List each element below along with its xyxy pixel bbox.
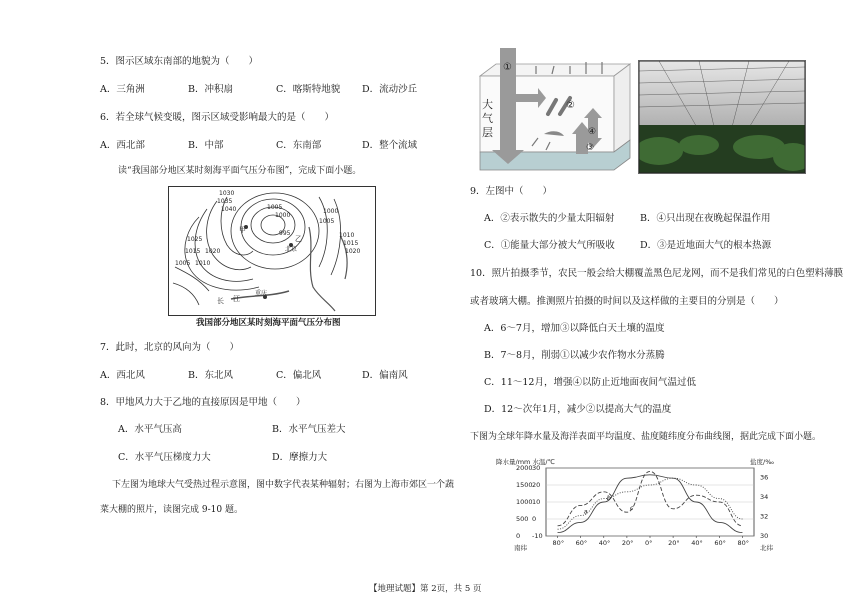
map-label-1010b: 1010 (339, 232, 355, 239)
intro-pressure-map: 读“我国部分地区某时刻海平面气压分布图”，完成下面小题。 (118, 166, 362, 176)
q8-option-c[interactable]: C．水平气压梯度力大 (118, 452, 211, 463)
map-label-1020: 1020 (205, 248, 221, 255)
map-label-1030: 1030 (219, 190, 235, 197)
intro-heating-line1: 下左图为地球大气受热过程示意图，图中数字代表某种辐射；右图为上海市郊区一个蔬 (112, 480, 455, 490)
chart-y1-inner-tick: 0 (532, 515, 537, 523)
pressure-map-caption: 我国部分地区某时刻海平面气压分布图 (196, 318, 341, 328)
chart-series-b (558, 475, 743, 533)
map-label-1035: 1035 (217, 198, 233, 205)
chart-series-label-a: a (583, 507, 588, 516)
map-label-1000b: 1000 (323, 208, 339, 215)
chart-y1-inner-tick: 10 (532, 498, 541, 506)
chart-y2-tick: 34 (760, 493, 769, 502)
map-label-1005c: 1005 (319, 218, 335, 225)
q10-option-c[interactable]: C．11～12月，增强④以防止近地面夜间气温过低 (484, 377, 696, 388)
q6-option-c[interactable]: C．东南部 (276, 140, 322, 151)
diagram-label-1: ① (503, 62, 512, 73)
map-label-995: 995 (279, 230, 291, 237)
map-label-beijing: 北京 (285, 246, 298, 253)
diagram-label-qi: 气 (482, 112, 493, 125)
chart-y2-header: 盐度/‰ (750, 458, 774, 466)
q7-stem: 7．此时，北京的风向为（ ） (100, 342, 240, 353)
map-label-chang: 长 (217, 297, 224, 305)
q10-option-a[interactable]: A．6～7月，增加③以降低白天土壤的温度 (484, 323, 665, 334)
latitude-chart-svg (492, 456, 792, 552)
chart-x-tick: 0° (645, 539, 653, 547)
q7-option-b[interactable]: B．东北风 (188, 370, 233, 381)
map-label-1010a: 1010 (195, 260, 211, 267)
latitude-chart (492, 456, 792, 552)
chart-y1-inner-tick: 30 (532, 464, 541, 472)
chart-series-label-b: b (606, 494, 611, 502)
diagram-label-ceng: 层 (482, 126, 493, 139)
chart-series-label-c: c (629, 504, 634, 513)
q5-option-a[interactable]: A．三角洲 (100, 84, 145, 95)
chart-y2-tick: 36 (760, 473, 769, 482)
chart-x-tick: 20° (668, 539, 680, 547)
chart-x-left-label: 南纬 (514, 544, 527, 552)
map-label-1020b: 1020 (345, 248, 361, 255)
map-label-jia: 甲 (239, 226, 246, 234)
chart-x-tick: 60° (714, 539, 726, 547)
q6-option-b[interactable]: B．中部 (188, 140, 224, 151)
q8-stem: 8．甲地风力大于乙地的直接原因是甲地（ ） (100, 397, 306, 408)
chart-x-right-label: 北纬 (760, 544, 773, 552)
map-label-chongqing: 重庆 (255, 290, 268, 297)
diagram-label-3: ③ (586, 143, 595, 153)
q9-stem: 9．左图中（ ） (470, 186, 553, 197)
q7-option-d[interactable]: D．偏南风 (362, 370, 408, 381)
chart-y1-inner-tick: -10 (532, 532, 543, 540)
q6-option-a[interactable]: A．西北部 (100, 140, 145, 151)
chart-y1-tick: 0 (516, 532, 521, 540)
q7-option-c[interactable]: C．偏北风 (276, 370, 322, 381)
pressure-map-svg (169, 187, 375, 315)
q8-option-d[interactable]: D．摩擦力大 (272, 452, 328, 463)
chart-x-tick: 60° (575, 539, 588, 547)
intro-chart: 下图为全球年降水量及海洋表面平均温度、盐度随纬度分布曲线图，据此完成下面小题。 (470, 432, 822, 442)
diagram-label-da: 大 (482, 98, 493, 111)
map-label-1040: 1040 (221, 206, 237, 213)
q5-option-d[interactable]: D．流动沙丘 (362, 84, 418, 95)
diagram-label-2: ② (566, 100, 575, 111)
q9-option-d[interactable]: D．③是近地面大气的根本热源 (640, 240, 772, 251)
chart-series-c (558, 471, 743, 525)
map-label-1000a: 1000 (275, 212, 291, 219)
chart-x-tick: 20° (621, 539, 634, 547)
q8-option-a[interactable]: A．水平气压高 (118, 424, 182, 435)
q9-option-b[interactable]: B．④只出现在夜晚起保温作用 (640, 213, 771, 224)
q10-option-b[interactable]: B．7～8月，削弱①以减少农作物水分蒸腾 (484, 350, 665, 361)
chart-y1-tick: 1500 (516, 481, 533, 489)
map-label-1025: 1025 (187, 236, 203, 243)
chart-y2-tick: 30 (760, 532, 769, 540)
q7-option-a[interactable]: A．西北风 (100, 370, 145, 381)
map-label-1015: 1015 (185, 248, 201, 255)
map-label-jiang: 江 (233, 295, 240, 303)
greenhouse-photo (638, 60, 806, 174)
q5-option-b[interactable]: B．冲积扇 (188, 84, 233, 95)
intro-heating-line2: 菜大棚的照片，读图完成 9-10 题。 (100, 505, 243, 515)
q9-option-a[interactable]: A．②表示散失的少量太阳辐射 (484, 213, 615, 224)
q8-option-b[interactable]: B．水平气压差大 (272, 424, 346, 435)
page-footer: 【地理试题】第 2页，共 5 页 (369, 584, 482, 594)
q6-option-d[interactable]: D．整个流域 (362, 140, 418, 151)
q10-option-d[interactable]: D．12～次年1月，减少②以提高大气的温度 (484, 404, 672, 415)
map-label-yi: 乙 (295, 235, 302, 243)
chart-x-tick: 80° (737, 539, 749, 547)
map-label-1005b: 1005 (267, 204, 283, 211)
map-label-1015b: 1015 (343, 240, 359, 247)
q5-option-c[interactable]: C．喀斯特地貌 (276, 84, 341, 95)
q9-option-c[interactable]: C．①能量大部分被大气所吸收 (484, 240, 615, 251)
map-label-1005a: 1005 (175, 260, 191, 267)
chart-y1-inner-tick: 20 (532, 481, 541, 489)
chart-x-tick: 80° (552, 539, 565, 547)
pressure-map (168, 186, 376, 316)
heating-diagram (474, 46, 634, 174)
q6-stem: 6．若全球气候变暖，图示区域受影响最大的是（ ） (100, 112, 335, 123)
chart-y1-tick: 500 (516, 515, 529, 523)
chart-y2-tick: 32 (760, 512, 769, 521)
q10-stem-line2: 或者玻璃大棚。推测照片拍摄的时间以及这样做的主要目的分别是（ ） (470, 296, 784, 307)
chart-y1-tick: 2000 (516, 464, 533, 472)
chart-x-tick: 40° (691, 539, 703, 547)
diagram-label-4: ④ (588, 127, 597, 137)
chart-y1-tick: 1000 (516, 498, 533, 506)
chart-x-tick: 40° (598, 539, 611, 547)
chart-y1-header: 降水量/mm 水温/℃ (496, 458, 555, 466)
q5-stem: 5．图示区域东南部的地貌为（ ） (100, 56, 259, 67)
q10-stem-line1: 10．照片拍摄季节，农民一般会给大棚覆盖黑色尼龙网，而不是我们常见的白色塑料薄膜 (470, 268, 844, 279)
